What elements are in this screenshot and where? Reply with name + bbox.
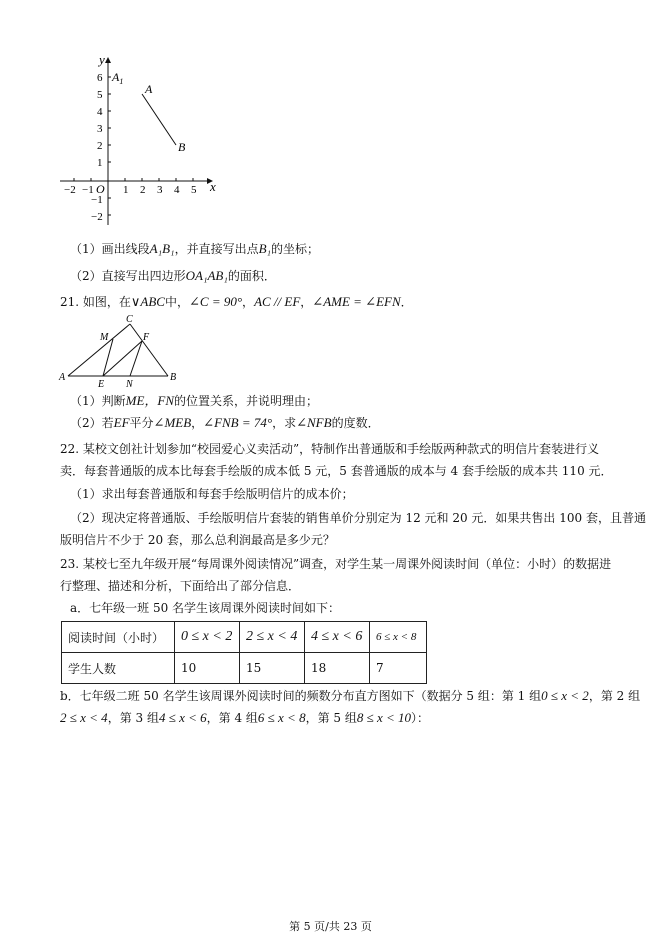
q22-part2-line1: （2）现决定将普通版、手绘版明信片套装的销售单价分别定为 12 元和 20 元．如果共售出 100 套，且普通: [70, 511, 646, 525]
origin-label: O: [96, 182, 105, 196]
q21-part1: （1）判断ME，FN的位置关系，并说明理由；: [70, 393, 319, 408]
table-header-cell: 2 ≤ x < 4: [240, 622, 305, 653]
point-b-label: B: [178, 140, 186, 154]
label-c: C: [126, 314, 133, 325]
q23-part-b-line1: b．七年级二班 50 名学生该周课外阅读时间的频数分布直方图如下（数据分 5 组：第 1 组0 ≤ x < 2，第 2 组: [60, 688, 641, 703]
table-cell: 18: [305, 653, 370, 684]
table-cell: 10: [175, 653, 240, 684]
y-tick: −1: [91, 194, 103, 206]
triangle-labels: [58, 314, 176, 390]
y-tick: 3: [97, 123, 103, 135]
y-tick: −2: [91, 211, 103, 223]
y-tick: 5: [97, 89, 103, 101]
triangle-figure: [0, 312, 661, 392]
point-a-label: A: [145, 82, 153, 96]
table-cell: 15: [240, 653, 305, 684]
table-header-cell: 4 ≤ x < 6: [305, 622, 370, 653]
coordinate-graph: [0, 0, 661, 240]
q21-part2: （2）若EF平分∠MEB，∠FNB = 74°，求∠NFB的度数．: [70, 415, 380, 430]
q23-part-a: a．七年级一班 50 名学生该周课外阅读时间如下：: [70, 601, 341, 615]
table-header-row: [62, 622, 427, 653]
table-header-cell: 6 ≤ x < 8: [370, 622, 427, 653]
side-ac: [68, 324, 130, 376]
label-n: N: [126, 379, 133, 390]
table-row: [62, 653, 427, 684]
q23-part-b-line2: 2 ≤ x < 4，第 3 组4 ≤ x < 6，第 4 组6 ≤ x < 8，第 5 组8 ≤ x < 10）：: [60, 710, 430, 725]
point-a1-label: $A_1$: [112, 70, 124, 86]
y-tick: 2: [97, 140, 103, 152]
q22-line2: 卖．每套普通版的成本比每套手绘版的成本低 5 元，5 套普通版的成本与 4 套手绘版的成本共 110 元．: [60, 464, 613, 478]
table-header-cell: 阅读时间（小时）: [62, 622, 175, 653]
label-f: F: [143, 332, 150, 343]
table-row-label: 学生人数: [62, 653, 175, 684]
q22-part1: （1）求出每套普通版和每套手绘版明信片的成本价；: [70, 487, 354, 501]
q22-line1: 22. 某校文创社计划参加“校园爱心义卖活动”，特制作出普通版和手绘版两种款式的明信片套装进行义: [60, 442, 600, 456]
q21-stem: 21. 如图，在∨ABC中，∠C = 90°，AC // EF，∠AME = ∠EFN．: [60, 294, 413, 309]
table-header-cell: 0 ≤ x < 2: [175, 622, 240, 653]
segment-me: [103, 339, 113, 376]
y-tick: 4: [97, 106, 103, 118]
q20-part2: （2）直接写出四边形OA₁AB₁的面积．: [70, 268, 276, 283]
x-tick: −2: [64, 184, 76, 196]
x-tick: 3: [157, 184, 163, 196]
y-tick-labels: [91, 72, 103, 223]
x-tick: 5: [191, 184, 197, 196]
q20-part1: （1）画出线段A₁B₁，并直接写出点B₁的坐标；: [70, 241, 320, 256]
q23-line1: 23. 某校七至九年级开展“每周课外阅读情况”调查，对学生某一周课外阅读时间（单位：小时）的数据进: [60, 557, 612, 571]
label-b: B: [170, 372, 177, 383]
x-tick: 2: [140, 184, 146, 196]
table-cell: 7: [370, 653, 427, 684]
x-tick: −1: [82, 184, 94, 196]
x-tick: 4: [174, 184, 180, 196]
y-axis-label: y: [99, 52, 105, 67]
label-m: M: [100, 332, 109, 343]
segment-ab: [142, 94, 176, 145]
x-tick: 1: [123, 184, 129, 196]
reading-time-table: [61, 621, 427, 684]
label-a: A: [59, 372, 66, 383]
y-tick: 1: [97, 157, 103, 169]
y-tick: 6: [97, 72, 103, 84]
page-footer: 第 5 页/共 23 页: [289, 920, 372, 933]
q23-line2: 行整理、描述和分析，下面给出了部分信息．: [60, 579, 301, 593]
label-e: E: [98, 379, 105, 390]
x-tick-labels: [64, 184, 197, 196]
q22-part2-line2: 版明信片不少于 20 套，那么总利润最高是多少元？: [60, 533, 335, 547]
x-axis-label: x: [210, 179, 216, 194]
